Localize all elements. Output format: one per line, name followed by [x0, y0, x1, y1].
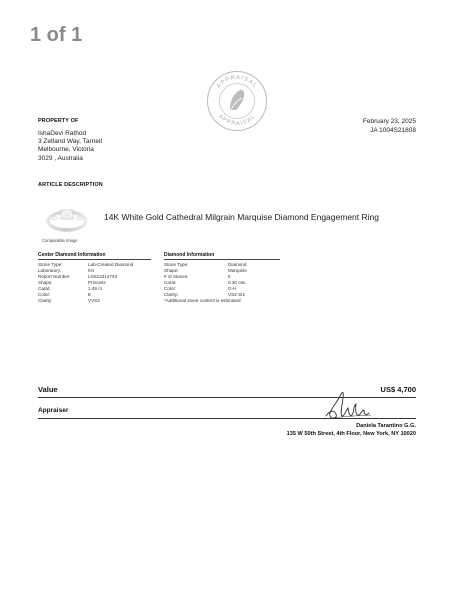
svg-text:APPRAISAL	[217, 114, 257, 128]
row-label: Carat:	[164, 280, 177, 285]
row-label: Carat:	[38, 286, 51, 291]
value-amount: US$ 4,700	[380, 385, 416, 394]
row-value: 1.49 ct.	[88, 286, 104, 291]
row-value: Princess	[88, 280, 106, 285]
row-label: Shape:	[38, 280, 53, 285]
row-value: LG612314753	[88, 274, 118, 279]
table-row	[38, 298, 151, 304]
image-caption: Comparable Image	[42, 238, 78, 243]
row-value: VVS2	[88, 298, 100, 303]
row-value: Diamond	[228, 262, 247, 267]
seal-bottom-text: APPRAISAL	[217, 113, 257, 128]
row-label: Report Number:	[38, 274, 71, 279]
reference-number: JA 1004S21808	[370, 126, 416, 134]
center-diamond-section	[38, 252, 151, 304]
diamond-info-table	[164, 262, 280, 304]
appraiser-address: 135 W 50th Street, 4th Floor, New York, NY 10020	[286, 431, 416, 438]
article-heading: ARTICLE DESCRIPTION	[38, 182, 103, 188]
owner-address-line3: 3029 , Australia	[38, 154, 83, 162]
row-value: Lab-Created Diamond	[88, 262, 134, 267]
appraisal-seal-logo	[206, 70, 268, 132]
center-diamond-heading: Center Diamond Information	[38, 252, 151, 260]
appraiser-label: Appraiser	[38, 407, 69, 414]
property-heading: PROPERTY OF	[38, 118, 79, 124]
row-value: E	[88, 292, 92, 297]
row-label: Color:	[164, 286, 177, 291]
diamond-info-section	[164, 252, 280, 304]
row-label: Clarity:	[164, 292, 179, 297]
row-value: 6	[228, 274, 231, 279]
row-label: Color:	[38, 292, 51, 297]
row-value: IGI	[88, 268, 95, 273]
row-value: VS2-SI1	[228, 292, 246, 297]
row-label: # of Stones:	[164, 274, 189, 279]
handwritten-signature	[322, 386, 374, 424]
row-value: Marquise	[228, 268, 247, 273]
center-diamond-table	[38, 262, 151, 304]
appraiser-details	[287, 422, 416, 439]
row-value: 0.30 ctw.	[228, 280, 247, 285]
owner-address-line2: Melbourne, Victoria	[38, 146, 94, 154]
seal-top-text: APPRAISAL	[215, 74, 259, 90]
row-label: Laboratory:	[38, 268, 62, 273]
owner-address-line1: 3 Zetland Way, Tarneit	[38, 138, 103, 146]
appraiser-name: Daniela Tarantino G.G.	[356, 423, 416, 429]
article-title: 14K White Gold Cathedral Milgrain Marquise Diamond Engagement Ring	[104, 212, 379, 222]
row-value: G-H	[228, 286, 237, 291]
estimate-note: *Additional stone content is estimated	[164, 298, 241, 303]
value-label: Value	[38, 385, 58, 394]
ring-thumbnail-image	[40, 198, 92, 236]
property-owner-block	[38, 130, 102, 163]
row-label: Stone Type:	[38, 262, 63, 267]
appraisal-date: February 23, 2025	[362, 118, 416, 125]
date-reference-block	[363, 118, 416, 135]
diamond-info-heading: Diamond Information	[164, 252, 280, 260]
svg-text:APPRAISAL	[216, 75, 258, 90]
row-label: Stone Type:	[164, 262, 189, 267]
row-label: Clarity:	[38, 298, 53, 303]
page-counter: 1 of 1	[30, 24, 83, 46]
owner-name: IshaDevi Rathod	[38, 130, 87, 137]
row-label: Shape:	[164, 268, 179, 273]
